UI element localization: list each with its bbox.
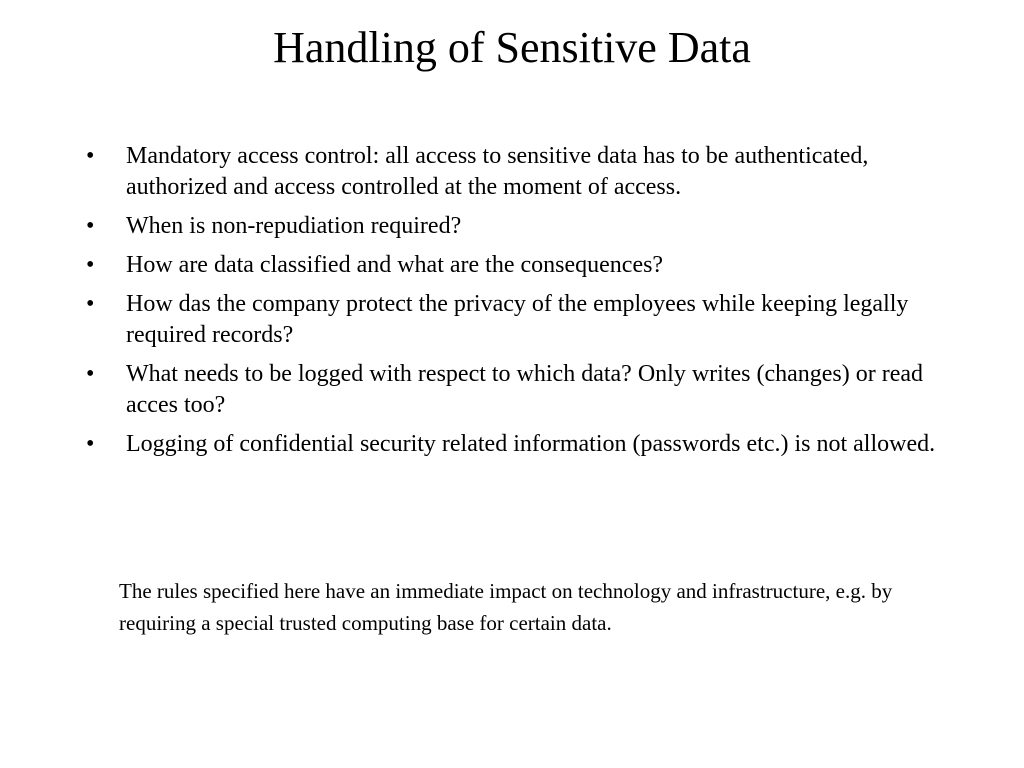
bullet-item [86, 289, 956, 351]
bullet-item [86, 141, 956, 203]
bullet-item [86, 211, 956, 242]
bullet-text: When is non-repudiation required? [126, 213, 462, 239]
bullet-icon: • [86, 431, 95, 457]
bullet-text: Mandatory access control: all access to sensitive data has to be authenticated, authorized and access controlled at the moment of access. [126, 143, 869, 200]
bullet-text: What needs to be logged with respect to which data? Only writes (changes) or read acces too? [126, 361, 924, 418]
bullet-text: How das the company protect the privacy of the employees while keeping legally required records? [126, 291, 909, 348]
bullet-item [86, 359, 956, 421]
slide-note: The rules specified here have an immediate impact on technology and infrastructure, e.g. by requiring a special trusted computing base for certain data. [119, 579, 893, 635]
bullet-icon: • [86, 213, 95, 239]
bullet-text: How are data classified and what are the consequences? [126, 252, 664, 278]
bullet-item [86, 429, 956, 460]
bullet-item [86, 250, 956, 281]
bullet-list [86, 141, 956, 468]
bullet-icon: • [86, 361, 95, 387]
slide-title: Handling of Sensitive Data [273, 23, 751, 72]
bullet-icon: • [86, 252, 95, 278]
bullet-icon: • [86, 143, 95, 169]
bullet-text: Logging of confidential security related information (passwords etc.) is not allowed. [126, 431, 936, 457]
bullet-icon: • [86, 291, 95, 317]
